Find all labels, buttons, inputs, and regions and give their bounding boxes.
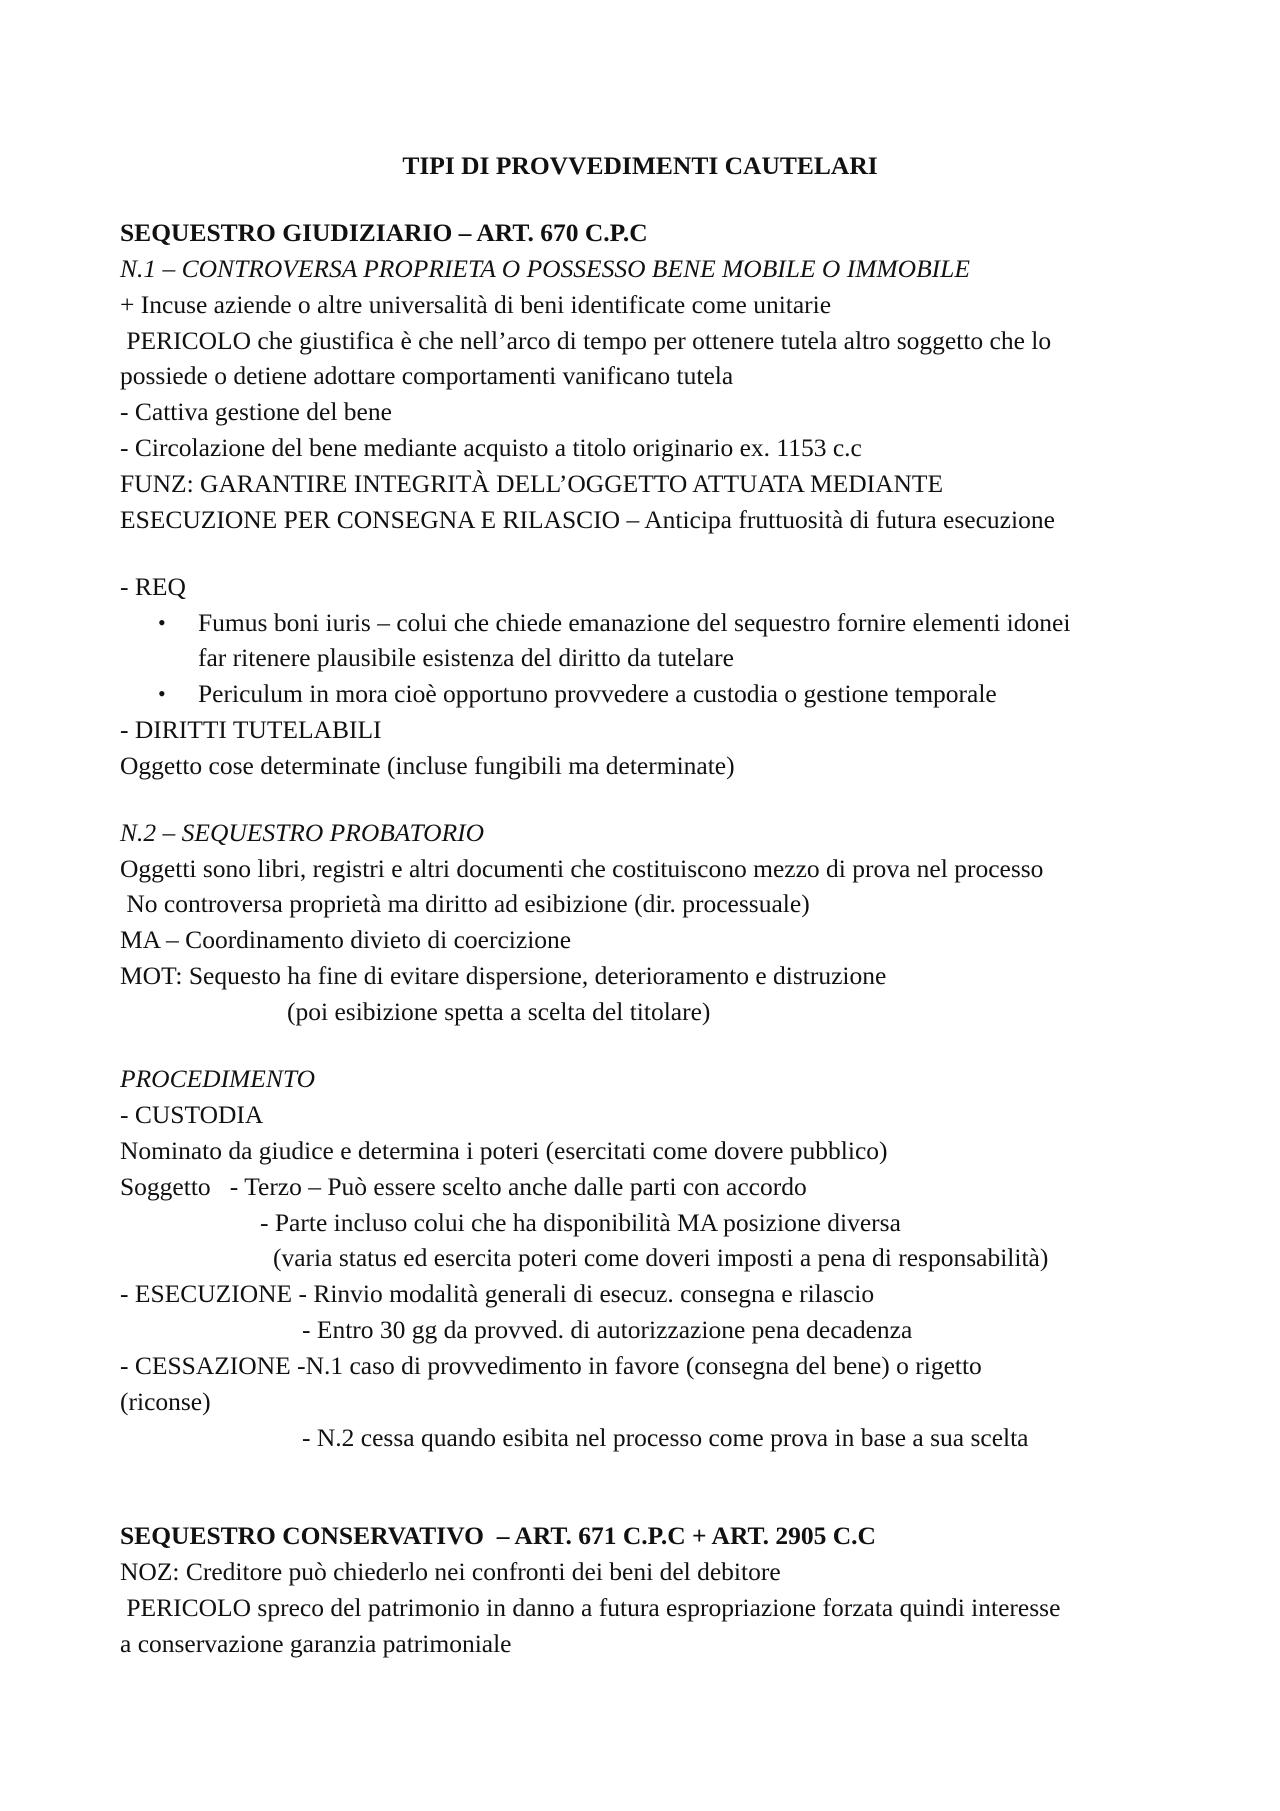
text-line: - Cattiva gestione del bene <box>120 397 392 426</box>
subsection-heading-procedimento: PROCEDIMENTO <box>120 1064 316 1093</box>
bullet-item-text: Fumus boni iuris – colui che chiede emanazione del sequestro fornire elementi idonei <box>198 608 1071 637</box>
section-heading-sequestro-giudiziario: SEQUESTRO GIUDIZIARIO – ART. 670 C.P.C <box>120 218 648 247</box>
text-line: - Parte incluso colui che ha disponibilità MA posizione diversa <box>260 1208 901 1237</box>
text-line: MOT: Sequesto ha fine di evitare dispersione, deterioramento e distruzione <box>120 961 887 990</box>
text-line: - Entro 30 gg da provved. di autorizzazione pena decadenza <box>302 1315 913 1344</box>
text-line: (poi esibizione spetta a scelta del titolare) <box>287 997 711 1026</box>
text-line: - DIRITTI TUTELABILI <box>120 715 382 744</box>
subsection-heading-n2: N.2 – SEQUESTRO PROBATORIO <box>120 818 485 847</box>
bullet-dot: • <box>158 681 166 706</box>
text-line: (riconse) <box>120 1387 211 1416</box>
text-line: - CUSTODIA <box>120 1100 264 1129</box>
text-line: ESECUZIONE PER CONSEGNA E RILASCIO – Anticipa fruttuosità di futura esecuzione <box>120 505 1055 534</box>
text-line: PERICOLO che giustifica è che nell’arco di tempo per ottenere tutela altro soggetto che lo <box>120 326 1052 355</box>
text-line: FUNZ: GARANTIRE INTEGRITÀ DELL’OGGETTO ATTUATA MEDIANTE <box>120 469 944 498</box>
req-label: - REQ <box>120 572 186 601</box>
text-line: NOZ: Creditore può chiederlo nei confronti dei beni del debitore <box>120 1557 781 1586</box>
text-line: Nominato da giudice e determina i poteri (esercitati come dovere pubblico) <box>120 1136 888 1165</box>
text-line: - ESECUZIONE - Rinvio modalità generali di esecuz. consegna e rilascio <box>120 1279 875 1308</box>
text-line: - Circolazione del bene mediante acquisto a titolo originario ex. 1153 c.c <box>120 433 862 462</box>
text-line: Soggetto - Terzo – Può essere scelto anche dalle parti con accordo <box>120 1172 807 1201</box>
subsection-heading-n1: N.1 – CONTROVERSA PROPRIETA O POSSESSO BENE MOBILE O IMMOBILE <box>120 254 970 283</box>
text-line: Oggetto cose determinate (incluse fungibili ma determinate) <box>120 751 735 780</box>
text-line: + Incuse aziende o altre universalità di beni identificate come unitarie <box>120 290 832 319</box>
bullet-item-text: Periculum in mora cioè opportuno provvedere a custodia o gestione temporale <box>198 679 997 708</box>
text-line: MA – Coordinamento divieto di coercizione <box>120 925 572 954</box>
text-line: - CESSAZIONE -N.1 caso di provvedimento in favore (consegna del bene) o rigetto <box>120 1351 982 1380</box>
text-line: Oggetti sono libri, registri e altri documenti che costituiscono mezzo di prova nel processo <box>120 854 1044 883</box>
section-heading-sequestro-conservativo: SEQUESTRO CONSERVATIVO – ART. 671 C.P.C + ART. 2905 C.C <box>120 1521 876 1550</box>
text-line: PERICOLO spreco del patrimonio in danno a futura espropriazione forzata quindi interesse <box>120 1593 1061 1622</box>
text-line: No controversa proprietà ma diritto ad esibizione (dir. processuale) <box>120 889 810 918</box>
text-line: a conservazione garanzia patrimoniale <box>120 1629 512 1658</box>
bullet-item-text: far ritenere plausibile esistenza del diritto da tutelare <box>198 643 734 672</box>
text-line: possiede o detiene adottare comportamenti vanificano tutela <box>120 361 734 390</box>
text-line: - N.2 cessa quando esibita nel processo come prova in base a sua scelta <box>302 1423 1029 1452</box>
bullet-dot: • <box>158 610 166 635</box>
text-line: (varia status ed esercita poteri come doveri imposti a pena di responsabilità) <box>273 1243 1049 1272</box>
document-title: TIPI DI PROVVEDIMENTI CAUTELARI <box>402 151 878 180</box>
